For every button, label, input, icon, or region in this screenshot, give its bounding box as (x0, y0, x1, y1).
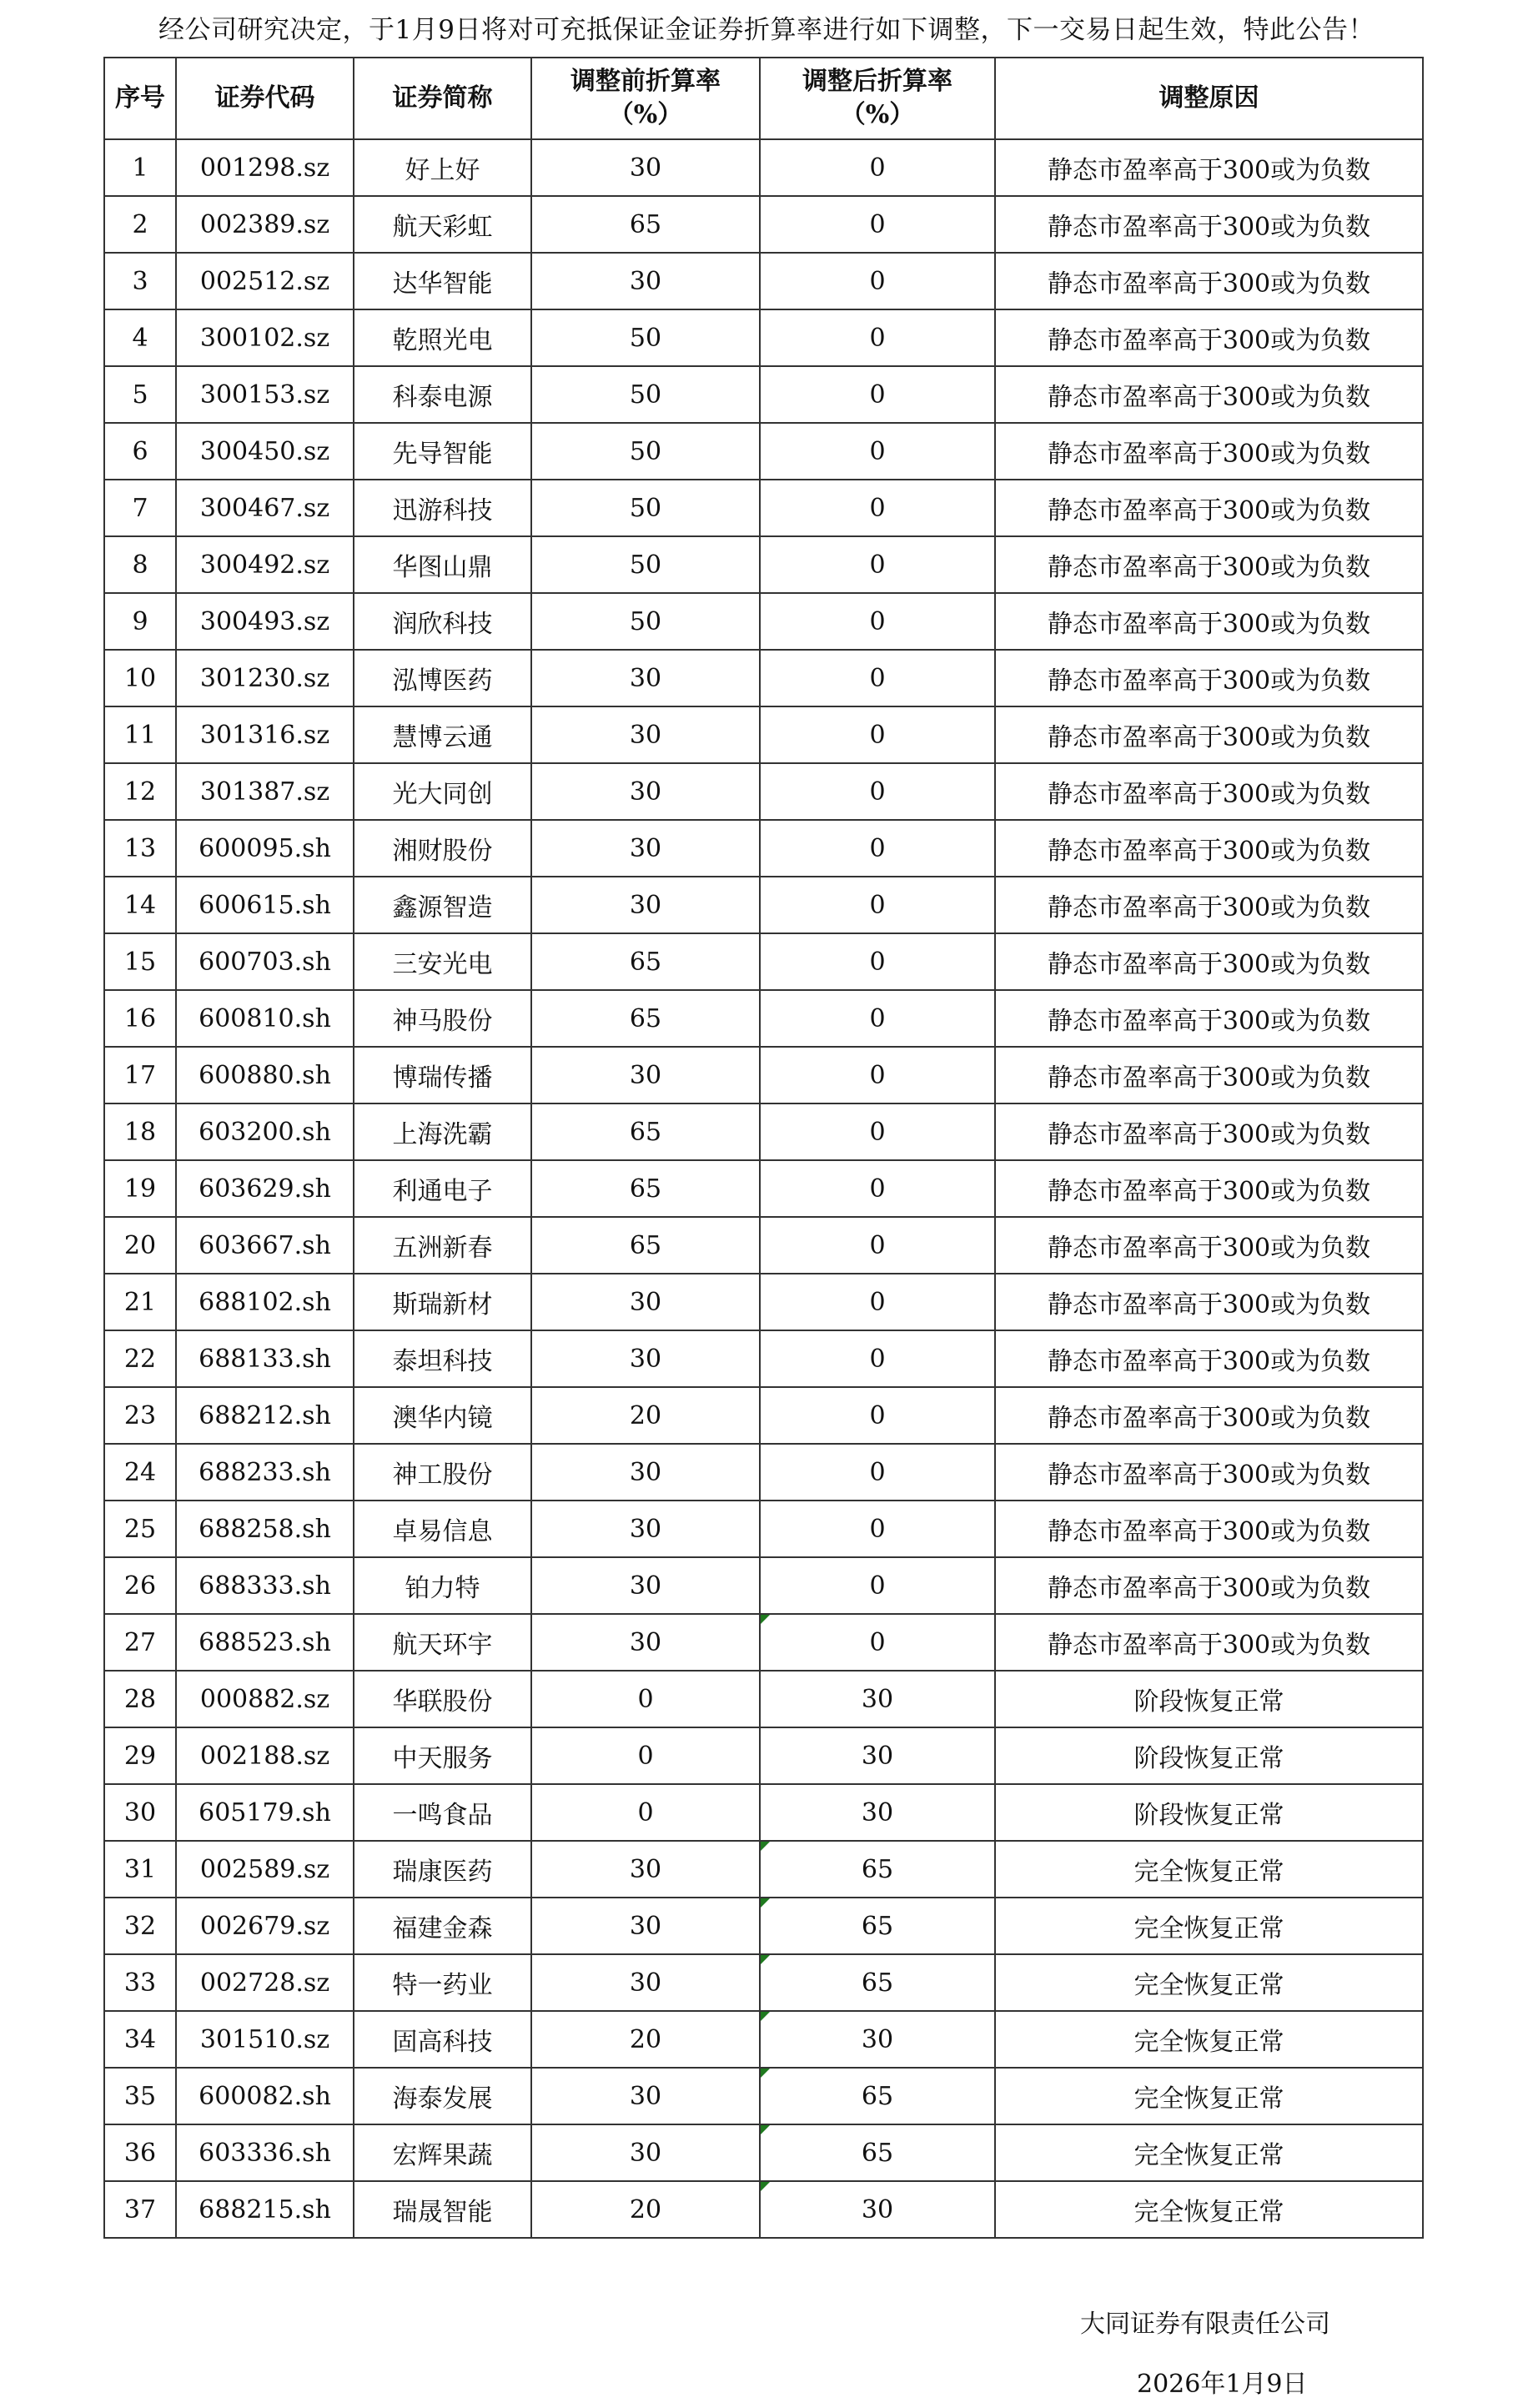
cell-code: 002589.sz (176, 1841, 354, 1898)
cell-code: 603200.sh (176, 1103, 354, 1160)
cell-code: 600810.sh (176, 990, 354, 1047)
cell-reason: 静态市盈率高于300或为负数 (995, 1387, 1423, 1444)
table-row (104, 196, 1423, 253)
cell-name: 海泰发展 (354, 2068, 531, 2124)
cell-name: 好上好 (354, 139, 531, 196)
cell-after: 0 (760, 1217, 995, 1274)
cell-seq: 30 (104, 1784, 176, 1841)
cell-before: 0 (531, 1727, 760, 1784)
cell-before: 30 (531, 139, 760, 196)
cell-reason: 静态市盈率高于300或为负数 (995, 1557, 1423, 1614)
cell-before: 30 (531, 1614, 760, 1671)
cell-after: 0 (760, 877, 995, 933)
cell-reason: 静态市盈率高于300或为负数 (995, 593, 1423, 650)
cell-name: 迅游科技 (354, 480, 531, 536)
cell-reason: 静态市盈率高于300或为负数 (995, 366, 1423, 423)
table-row (104, 2181, 1423, 2238)
table-row (104, 990, 1423, 1047)
cell-after: 0 (760, 820, 995, 877)
cell-before: 30 (531, 2068, 760, 2124)
cell-reason: 完全恢复正常 (995, 1841, 1423, 1898)
cell-before: 50 (531, 423, 760, 480)
cell-after: 0 (760, 1557, 995, 1614)
cell-reason: 静态市盈率高于300或为负数 (995, 990, 1423, 1047)
table-row (104, 1103, 1423, 1160)
cell-seq: 13 (104, 820, 176, 877)
cell-before: 30 (531, 820, 760, 877)
cell-reason: 静态市盈率高于300或为负数 (995, 1501, 1423, 1557)
cell-reason: 完全恢复正常 (995, 2181, 1423, 2238)
cell-after: 0 (760, 1274, 995, 1330)
announcement-text: 经公司研究决定，于1月9日将对可充抵保证金证券折算率进行如下调整，下一交易日起生效，特此公告！ (158, 15, 1375, 45)
cell-code: 688102.sh (176, 1274, 354, 1330)
cell-before: 50 (531, 536, 760, 593)
cell-name: 泓博医药 (354, 650, 531, 706)
cell-name: 三安光电 (354, 933, 531, 990)
cell-before: 20 (531, 2181, 760, 2238)
cell-reason: 阶段恢复正常 (995, 1784, 1423, 1841)
cell-reason: 静态市盈率高于300或为负数 (995, 480, 1423, 536)
cell-after: 0 (760, 990, 995, 1047)
cell-code: 300450.sz (176, 423, 354, 480)
cell-reason: 静态市盈率高于300或为负数 (995, 1103, 1423, 1160)
table-row (104, 1557, 1423, 1614)
cell-before: 65 (531, 990, 760, 1047)
table-row (104, 253, 1423, 309)
cell-code: 600703.sh (176, 933, 354, 990)
table-row (104, 366, 1423, 423)
cell-reason: 完全恢复正常 (995, 2124, 1423, 2181)
cell-name: 华联股份 (354, 1671, 531, 1727)
cell-after: 0 (760, 423, 995, 480)
cell-code: 688133.sh (176, 1330, 354, 1387)
cell-reason: 静态市盈率高于300或为负数 (995, 423, 1423, 480)
table-row (104, 1501, 1423, 1557)
cell-seq: 11 (104, 706, 176, 763)
cell-seq: 24 (104, 1444, 176, 1501)
cell-code: 300492.sz (176, 536, 354, 593)
header-before-rate (531, 58, 760, 139)
cell-name: 一鸣食品 (354, 1784, 531, 1841)
table-row (104, 536, 1423, 593)
header-row (104, 58, 1423, 139)
cell-before: 20 (531, 2011, 760, 2068)
cell-name: 澳华内镜 (354, 1387, 531, 1444)
table-row (104, 1898, 1423, 1954)
cell-name: 鑫源智造 (354, 877, 531, 933)
table-row (104, 820, 1423, 877)
cell-after: 0 (760, 196, 995, 253)
cell-reason: 阶段恢复正常 (995, 1727, 1423, 1784)
cell-reason: 静态市盈率高于300或为负数 (995, 253, 1423, 309)
cell-code: 600095.sh (176, 820, 354, 877)
cell-name: 特一药业 (354, 1954, 531, 2011)
cell-name: 先导智能 (354, 423, 531, 480)
cell-seq: 34 (104, 2011, 176, 2068)
cell-after: 0 (760, 366, 995, 423)
cell-name: 利通电子 (354, 1160, 531, 1217)
cell-after: 0 (760, 650, 995, 706)
cell-name: 斯瑞新材 (354, 1274, 531, 1330)
cell-after: 0 (760, 1330, 995, 1387)
cell-name: 上海洗霸 (354, 1103, 531, 1160)
cell-seq: 25 (104, 1501, 176, 1557)
table-row (104, 2068, 1423, 2124)
cell-seq: 14 (104, 877, 176, 933)
header-after-rate-label: 调整后折算率 (802, 67, 952, 96)
cell-seq: 4 (104, 309, 176, 366)
cell-code: 002389.sz (176, 196, 354, 253)
table-row (104, 1274, 1423, 1330)
cell-code: 300493.sz (176, 593, 354, 650)
cell-name: 乾照光电 (354, 309, 531, 366)
header-before-rate-unit: （%） (608, 100, 683, 129)
cell-name: 泰坦科技 (354, 1330, 531, 1387)
table-row (104, 1671, 1423, 1727)
cell-after: 0 (760, 763, 995, 820)
cell-after-flagged: 65 (760, 2124, 995, 2181)
cell-seq: 17 (104, 1047, 176, 1103)
header-reason: 调整原因 (995, 58, 1423, 139)
cell-code: 002188.sz (176, 1727, 354, 1784)
table-row (104, 706, 1423, 763)
company-name: 大同证券有限责任公司 (1080, 2310, 1330, 2339)
cell-before: 30 (531, 763, 760, 820)
cell-after: 0 (760, 1103, 995, 1160)
announcement-date: 2026年1月9日 (1137, 2370, 1308, 2399)
cell-before: 30 (531, 877, 760, 933)
table-row (104, 139, 1423, 196)
cell-reason: 静态市盈率高于300或为负数 (995, 196, 1423, 253)
cell-seq: 10 (104, 650, 176, 706)
table-row (104, 1160, 1423, 1217)
table-header (104, 58, 1423, 139)
cell-code: 300467.sz (176, 480, 354, 536)
cell-after: 0 (760, 1501, 995, 1557)
cell-after: 0 (760, 1444, 995, 1501)
cell-reason: 静态市盈率高于300或为负数 (995, 1047, 1423, 1103)
cell-after: 30 (760, 1784, 995, 1841)
cell-reason: 完全恢复正常 (995, 2011, 1423, 2068)
table-row (104, 1784, 1423, 1841)
cell-reason: 完全恢复正常 (995, 2068, 1423, 2124)
cell-before: 65 (531, 196, 760, 253)
cell-name: 五洲新春 (354, 1217, 531, 1274)
cell-seq: 1 (104, 139, 176, 196)
cell-after: 0 (760, 139, 995, 196)
cell-seq: 28 (104, 1671, 176, 1727)
cell-code: 603336.sh (176, 2124, 354, 2181)
cell-reason: 静态市盈率高于300或为负数 (995, 933, 1423, 990)
cell-reason: 静态市盈率高于300或为负数 (995, 309, 1423, 366)
cell-name: 湘财股份 (354, 820, 531, 877)
cell-after: 0 (760, 933, 995, 990)
table-row (104, 309, 1423, 366)
cell-code: 688212.sh (176, 1387, 354, 1444)
cell-seq: 22 (104, 1330, 176, 1387)
cell-seq: 26 (104, 1557, 176, 1614)
table-row (104, 650, 1423, 706)
cell-seq: 29 (104, 1727, 176, 1784)
cell-reason: 完全恢复正常 (995, 1954, 1423, 2011)
cell-reason: 完全恢复正常 (995, 1898, 1423, 1954)
cell-after-flagged: 30 (760, 2181, 995, 2238)
table-row (104, 2124, 1423, 2181)
cell-name: 航天彩虹 (354, 196, 531, 253)
cell-before: 0 (531, 1671, 760, 1727)
cell-after: 0 (760, 706, 995, 763)
table-row (104, 1727, 1423, 1784)
cell-before: 30 (531, 253, 760, 309)
cell-name: 福建金森 (354, 1898, 531, 1954)
cell-code: 301230.sz (176, 650, 354, 706)
cell-code: 603667.sh (176, 1217, 354, 1274)
cell-name: 神马股份 (354, 990, 531, 1047)
header-before-rate-label: 调整前折算率 (570, 67, 721, 96)
cell-name: 润欣科技 (354, 593, 531, 650)
cell-before: 50 (531, 366, 760, 423)
cell-after-flagged: 65 (760, 1898, 995, 1954)
cell-seq: 37 (104, 2181, 176, 2238)
cell-seq: 18 (104, 1103, 176, 1160)
cell-seq: 33 (104, 1954, 176, 2011)
cell-code: 688523.sh (176, 1614, 354, 1671)
cell-reason: 静态市盈率高于300或为负数 (995, 536, 1423, 593)
cell-after: 30 (760, 1671, 995, 1727)
cell-seq: 32 (104, 1898, 176, 1954)
cell-seq: 36 (104, 2124, 176, 2181)
table-row (104, 1954, 1423, 2011)
cell-name: 卓易信息 (354, 1501, 531, 1557)
cell-name: 慧博云通 (354, 706, 531, 763)
cell-reason: 静态市盈率高于300或为负数 (995, 763, 1423, 820)
cell-reason: 静态市盈率高于300或为负数 (995, 650, 1423, 706)
cell-code: 301387.sz (176, 763, 354, 820)
cell-code: 603629.sh (176, 1160, 354, 1217)
cell-seq: 20 (104, 1217, 176, 1274)
cell-before: 30 (531, 706, 760, 763)
cell-name: 宏辉果蔬 (354, 2124, 531, 2181)
cell-before: 65 (531, 933, 760, 990)
cell-reason: 阶段恢复正常 (995, 1671, 1423, 1727)
table-row (104, 593, 1423, 650)
cell-name: 中天服务 (354, 1727, 531, 1784)
cell-reason: 静态市盈率高于300或为负数 (995, 1217, 1423, 1274)
cell-reason: 静态市盈率高于300或为负数 (995, 1160, 1423, 1217)
cell-name: 华图山鼎 (354, 536, 531, 593)
cell-reason: 静态市盈率高于300或为负数 (995, 139, 1423, 196)
cell-seq: 31 (104, 1841, 176, 1898)
cell-before: 0 (531, 1784, 760, 1841)
table-row (104, 1444, 1423, 1501)
cell-after: 30 (760, 1727, 995, 1784)
cell-name: 神工股份 (354, 1444, 531, 1501)
cell-reason: 静态市盈率高于300或为负数 (995, 1614, 1423, 1671)
cell-seq: 7 (104, 480, 176, 536)
cell-after-flagged: 65 (760, 1954, 995, 2011)
cell-seq: 27 (104, 1614, 176, 1671)
cell-after: 0 (760, 536, 995, 593)
cell-code: 605179.sh (176, 1784, 354, 1841)
cell-name: 航天环宇 (354, 1614, 531, 1671)
cell-name: 达华智能 (354, 253, 531, 309)
cell-reason: 静态市盈率高于300或为负数 (995, 1444, 1423, 1501)
header-after-rate-unit: （%） (840, 100, 915, 129)
cell-name: 瑞晟智能 (354, 2181, 531, 2238)
header-code: 证券代码 (176, 58, 354, 139)
cell-seq: 9 (104, 593, 176, 650)
cell-after: 0 (760, 1387, 995, 1444)
cell-code: 002679.sz (176, 1898, 354, 1954)
table-body (104, 139, 1423, 2238)
cell-seq: 5 (104, 366, 176, 423)
conversion-rate-table (103, 57, 1424, 2239)
cell-code: 002512.sz (176, 253, 354, 309)
header-name: 证券简称 (354, 58, 531, 139)
cell-seq: 12 (104, 763, 176, 820)
cell-code: 688333.sh (176, 1557, 354, 1614)
cell-before: 30 (531, 1501, 760, 1557)
cell-before: 30 (531, 1557, 760, 1614)
table-row (104, 2011, 1423, 2068)
cell-before: 50 (531, 480, 760, 536)
cell-reason: 静态市盈率高于300或为负数 (995, 706, 1423, 763)
table-row (104, 1387, 1423, 1444)
cell-code: 688233.sh (176, 1444, 354, 1501)
cell-code: 688258.sh (176, 1501, 354, 1557)
cell-code: 300153.sz (176, 366, 354, 423)
cell-code: 600615.sh (176, 877, 354, 933)
cell-code: 002728.sz (176, 1954, 354, 2011)
cell-name: 博瑞传播 (354, 1047, 531, 1103)
cell-before: 30 (531, 2124, 760, 2181)
table-row (104, 423, 1423, 480)
cell-code: 300102.sz (176, 309, 354, 366)
cell-before: 20 (531, 1387, 760, 1444)
cell-seq: 6 (104, 423, 176, 480)
cell-name: 瑞康医药 (354, 1841, 531, 1898)
table-row (104, 1047, 1423, 1103)
cell-after: 0 (760, 253, 995, 309)
cell-before: 65 (531, 1103, 760, 1160)
table-row (104, 1217, 1423, 1274)
cell-after: 0 (760, 1047, 995, 1103)
cell-before: 30 (531, 1047, 760, 1103)
cell-name: 铂力特 (354, 1557, 531, 1614)
table-row (104, 1330, 1423, 1387)
cell-before: 50 (531, 309, 760, 366)
cell-code: 600880.sh (176, 1047, 354, 1103)
cell-after-flagged: 30 (760, 2011, 995, 2068)
table-row (104, 1841, 1423, 1898)
cell-name: 光大同创 (354, 763, 531, 820)
cell-name: 科泰电源 (354, 366, 531, 423)
cell-before: 30 (531, 1274, 760, 1330)
table-row (104, 877, 1423, 933)
table-row (104, 933, 1423, 990)
cell-code: 301510.sz (176, 2011, 354, 2068)
cell-after: 0 (760, 1160, 995, 1217)
cell-after: 0 (760, 593, 995, 650)
cell-name: 固高科技 (354, 2011, 531, 2068)
cell-code: 001298.sz (176, 139, 354, 196)
cell-seq: 2 (104, 196, 176, 253)
cell-before: 50 (531, 593, 760, 650)
cell-seq: 15 (104, 933, 176, 990)
cell-code: 301316.sz (176, 706, 354, 763)
cell-reason: 静态市盈率高于300或为负数 (995, 820, 1423, 877)
header-seq: 序号 (104, 58, 176, 139)
cell-after: 0 (760, 309, 995, 366)
cell-seq: 23 (104, 1387, 176, 1444)
cell-code: 600082.sh (176, 2068, 354, 2124)
cell-reason: 静态市盈率高于300或为负数 (995, 1274, 1423, 1330)
cell-before: 30 (531, 1898, 760, 1954)
cell-code: 688215.sh (176, 2181, 354, 2238)
cell-reason: 静态市盈率高于300或为负数 (995, 1330, 1423, 1387)
cell-before: 30 (531, 1330, 760, 1387)
cell-before: 30 (531, 650, 760, 706)
cell-before: 30 (531, 1444, 760, 1501)
cell-after-flagged: 65 (760, 2068, 995, 2124)
cell-seq: 3 (104, 253, 176, 309)
cell-before: 65 (531, 1160, 760, 1217)
cell-after-flagged: 65 (760, 1841, 995, 1898)
cell-code: 000882.sz (176, 1671, 354, 1727)
table-row (104, 1614, 1423, 1671)
cell-seq: 19 (104, 1160, 176, 1217)
cell-after-flagged: 0 (760, 1614, 995, 1671)
cell-before: 30 (531, 1954, 760, 2011)
cell-seq: 35 (104, 2068, 176, 2124)
header-after-rate (760, 58, 995, 139)
cell-after: 0 (760, 480, 995, 536)
cell-seq: 16 (104, 990, 176, 1047)
cell-reason: 静态市盈率高于300或为负数 (995, 877, 1423, 933)
cell-before: 30 (531, 1841, 760, 1898)
cell-seq: 21 (104, 1274, 176, 1330)
table-row (104, 763, 1423, 820)
cell-before: 65 (531, 1217, 760, 1274)
cell-seq: 8 (104, 536, 176, 593)
table-row (104, 480, 1423, 536)
